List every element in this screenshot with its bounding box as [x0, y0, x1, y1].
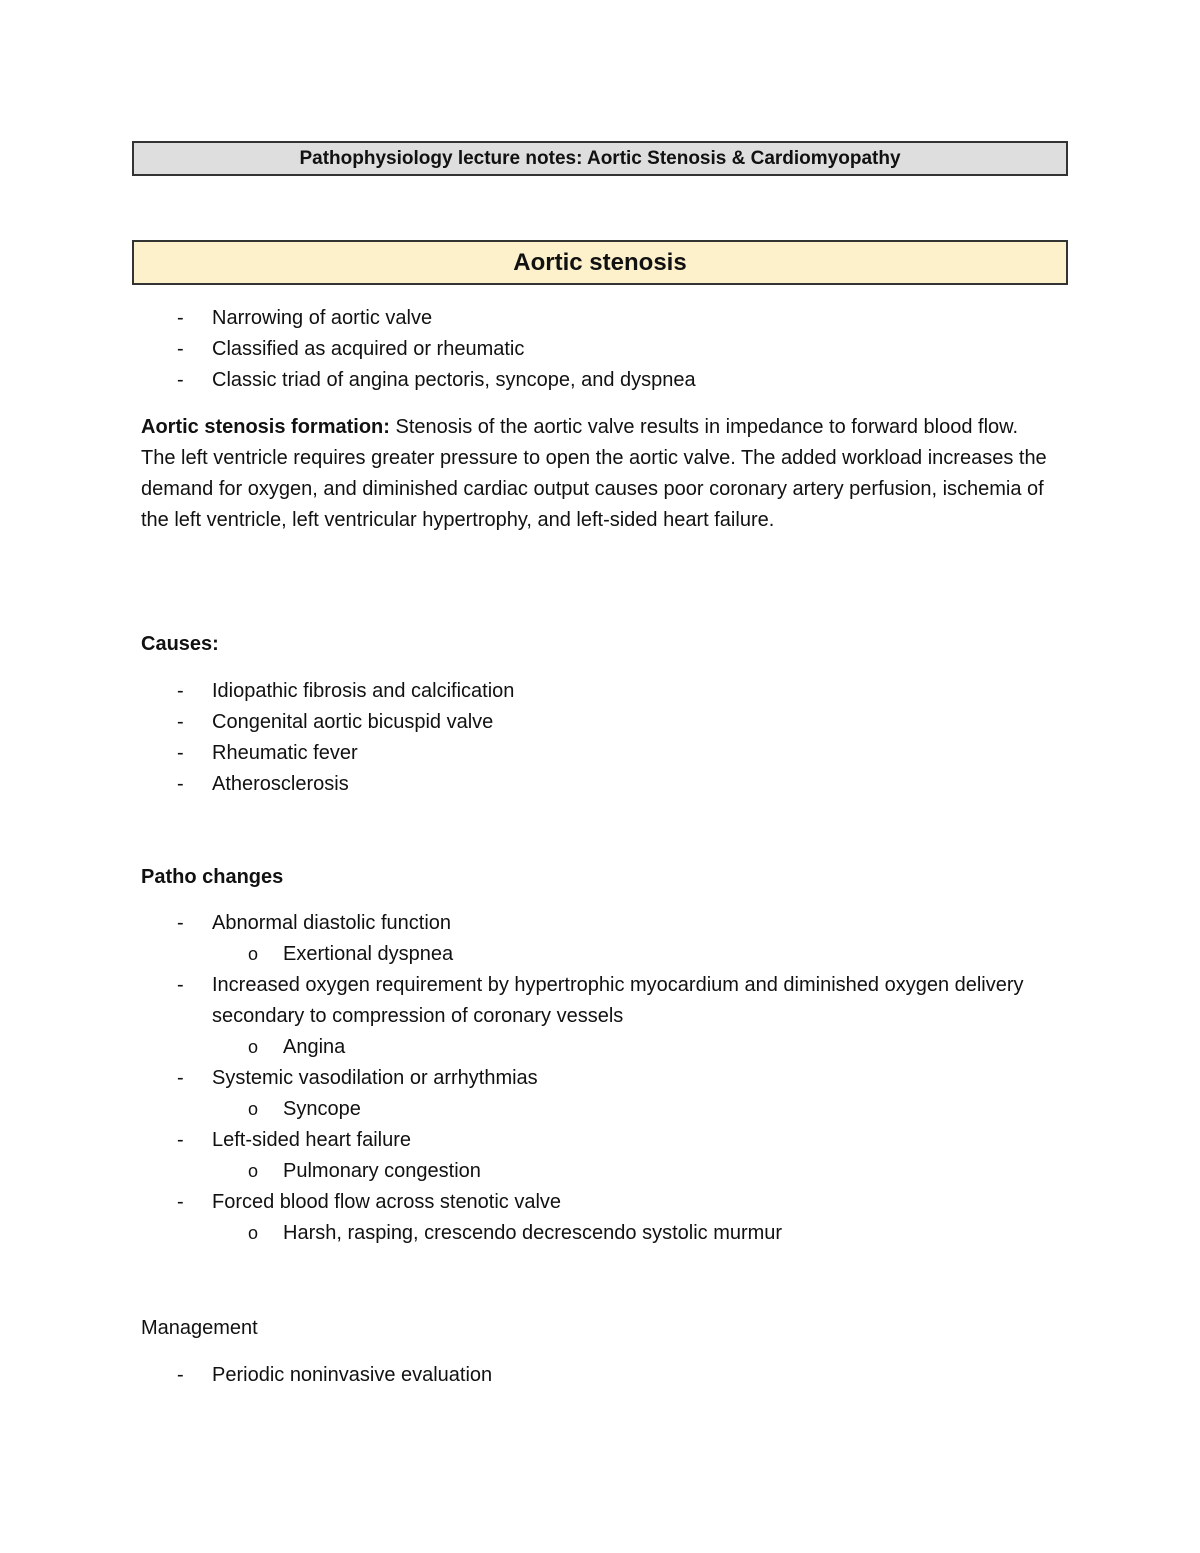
list-item: - Atherosclerosis: [141, 769, 1061, 800]
list-item: [141, 1187, 1061, 1249]
list-item: [141, 1063, 1061, 1125]
list-item-text: Increased oxygen requirement by hypertrophic myocardium and diminished oxygen delivery secondary to compression of coronary vessels: [212, 974, 1024, 1027]
sub-list-item: o Harsh, rasping, crescendo decrescendo systolic murmur: [212, 1218, 1061, 1249]
causes-heading: Causes:: [141, 633, 219, 655]
management-heading: Management: [141, 1317, 258, 1339]
list-item: [141, 908, 1061, 970]
list-item-text: Systemic vasodilation or arrhythmias: [212, 1067, 538, 1089]
sub-list-item: o Pulmonary congestion: [212, 1156, 1061, 1187]
list-item-text: Left-sided heart failure: [212, 1129, 412, 1151]
patho-changes-list: [141, 908, 1061, 1249]
patho-changes-heading: Patho changes: [141, 866, 284, 888]
document-title: Pathophysiology lecture notes: Aortic Stenosis & Cardiomyopathy: [299, 148, 901, 169]
formation-paragraph: [141, 412, 1056, 536]
document-title-banner: [132, 141, 1068, 176]
list-item: - Periodic noninvasive evaluation: [141, 1360, 1061, 1391]
list-item-text: Abnormal diastolic function: [212, 912, 452, 934]
causes-list: [141, 676, 1061, 800]
formation-label: Aortic stenosis formation:: [141, 416, 390, 438]
list-item: - Classic triad of angina pectoris, syncope, and dyspnea: [141, 365, 1061, 396]
list-item: [141, 970, 1061, 1063]
sub-list-item: o Angina: [212, 1032, 1061, 1063]
list-item: - Rheumatic fever: [141, 738, 1061, 769]
section-title: Aortic stenosis: [513, 249, 687, 276]
formation-text: Stenosis of the aortic valve results in impedance to forward blood flow. The left ventricle requires greater pressure to open the aortic valve. The added workload increases the demand for oxygen, and diminished cardiac output causes poor coronary artery perfusion, ischemia of the left ventricle, left ventricular hypertrophy, and left-sided heart failure.: [141, 416, 1047, 531]
list-item: - Classified as acquired or rheumatic: [141, 334, 1061, 365]
intro-bullet-list: [141, 303, 1061, 396]
list-item: - Narrowing of aortic valve: [141, 303, 1061, 334]
section-title-banner: [132, 240, 1068, 285]
sub-list-item: o Exertional dyspnea: [212, 939, 1061, 970]
list-item: - Idiopathic fibrosis and calcification: [141, 676, 1061, 707]
list-item: - Congenital aortic bicuspid valve: [141, 707, 1061, 738]
sub-list-item: o Syncope: [212, 1094, 1061, 1125]
management-list: [141, 1360, 1061, 1391]
list-item-text: Forced blood flow across stenotic valve: [212, 1191, 562, 1213]
list-item: [141, 1125, 1061, 1187]
